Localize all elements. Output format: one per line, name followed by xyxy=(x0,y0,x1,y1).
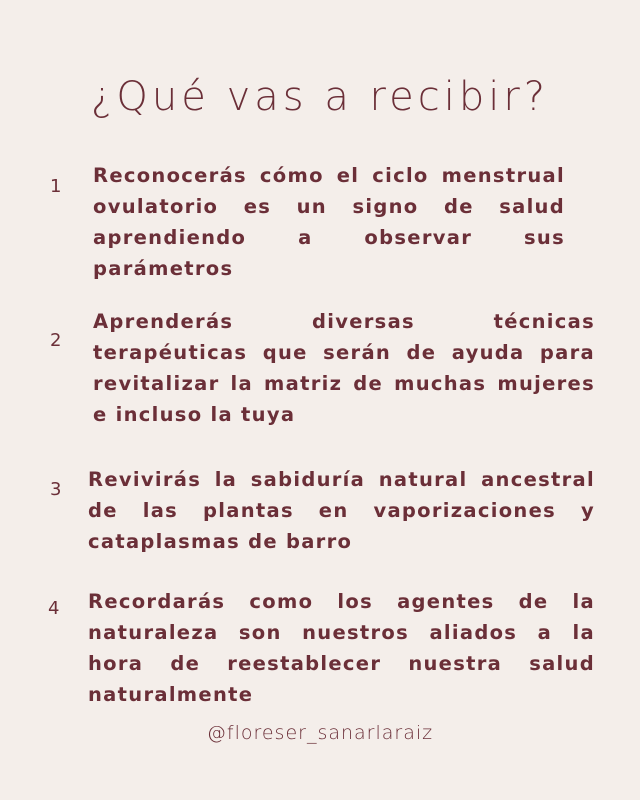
social-handle: @floreser_sanarlaraiz xyxy=(206,722,434,744)
item-number: 2 xyxy=(50,330,62,351)
item-number: 4 xyxy=(48,598,60,619)
item-text: Revivirás la sabiduría natural ancestral de las plantas en vaporizaciones y cataplasmas de barro xyxy=(88,468,595,553)
item-text: Reconocerás cómo el ciclo menstrual ovulatorio es un signo de salud aprendiendo a observar sus parámetros xyxy=(93,164,565,280)
item-text: Recordarás como los agentes de la naturaleza son nuestros aliados a la hora de reestablecer nuestra salud naturalmente xyxy=(88,590,595,706)
item-number: 3 xyxy=(50,479,62,500)
item-text: Aprenderás diversas técnicas terapéuticas que serán de ayuda para revitalizar la matriz de muchas mujeres e incluso la tuya xyxy=(93,310,595,426)
page-title: ¿Qué vas a recibir? xyxy=(90,74,550,120)
item-number: 1 xyxy=(50,176,62,197)
